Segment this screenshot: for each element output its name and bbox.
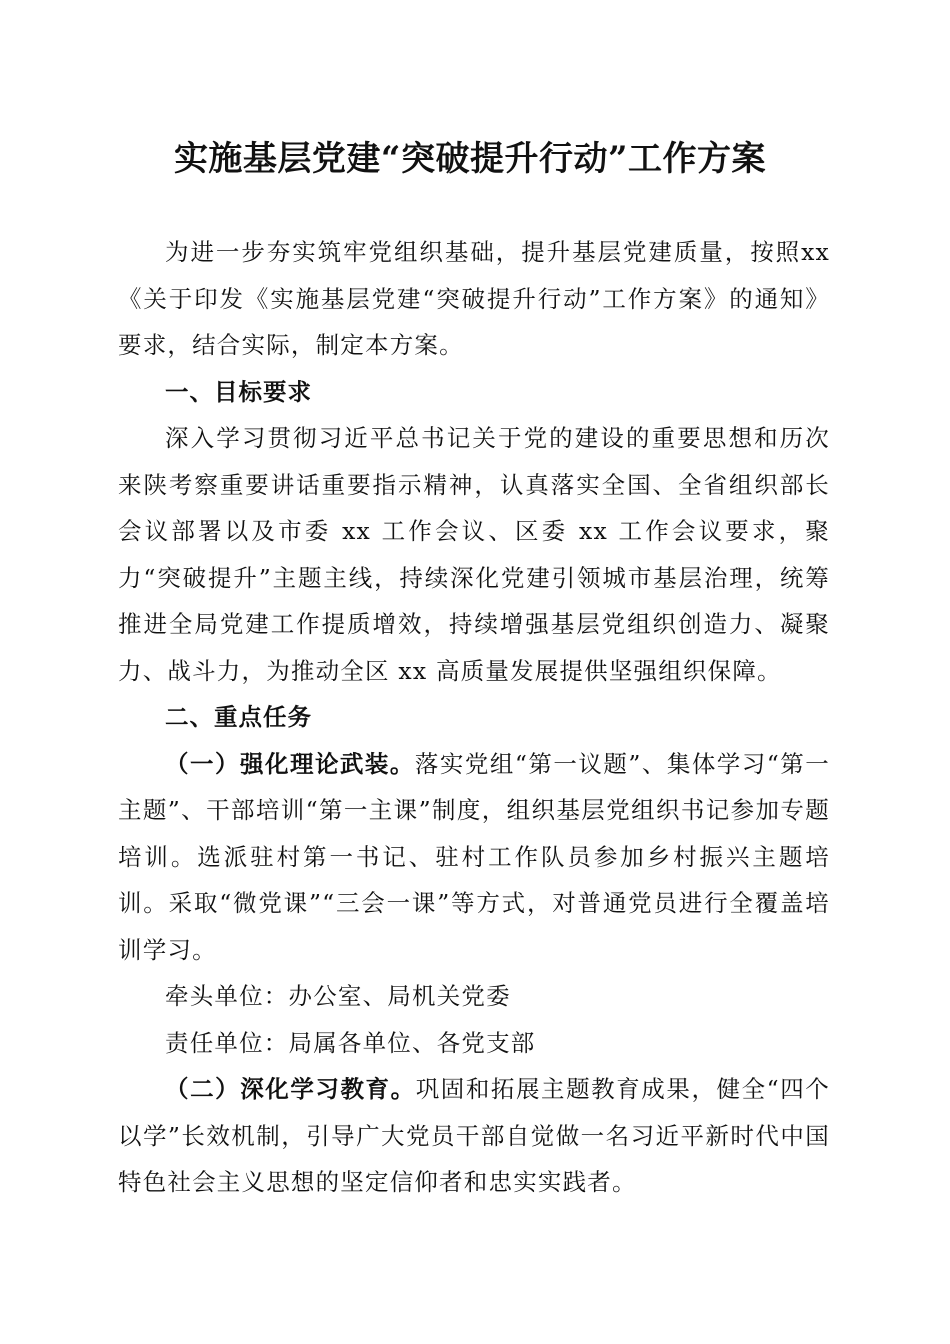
task-2-text: 巩固和拓展主题教育成果，健全“四个以学”长效机制，引导广大党员干部自觉做一名习近平新时代中国特色社会主义思想的坚定信仰者和忠实实践者。 <box>118 1075 830 1196</box>
task-1-responsible-unit: 责任单位：局属各单位、各党支部 <box>165 1028 536 1057</box>
intro-paragraph: 为进一步夯实筑牢党组织基础，提升基层党建质量，按照xx《关于印发《实施基层党建“突破提升行动”工作方案》的通知》要求，结合实际，制定本方案。 <box>118 238 830 359</box>
task-2-lead: （二）深化学习教育。 <box>165 1075 416 1103</box>
goals-paragraph: 深入学习贯彻习近平总书记关于党的建设的重要思想和历次来陕考察重要讲话重要指示精神，认真落实全国、全省组织部长会议部署以及市委 xx 工作会议、区委 xx 工作会议要求，聚力“突破提升”主题主线，持续深化党建引领城市基层治理，统筹推进全局党建工作提质增效，持续增强基层党组织创造力、凝聚力、战斗力，为推动全区 xx 高质量发展提供坚强组织保障。 <box>118 424 830 685</box>
section-heading-tasks: 二、重点任务 <box>165 703 312 731</box>
section-heading-goals: 一、目标要求 <box>165 377 312 406</box>
task-2-paragraph <box>118 1066 830 1206</box>
document-body <box>118 229 830 1206</box>
task-1-lead: （一）强化理论武装。 <box>165 749 415 778</box>
task-1-paragraph <box>118 741 830 974</box>
task-1-lead-unit: 牵头单位：办公室、局机关党委 <box>165 982 511 1010</box>
task-1-text: 落实党组“第一议题”、集体学习“第一主题”、干部培训“第一主课”制度，组织基层党组织书记参加专题培训。选派驻村第一书记、驻村工作队员参加乡村振兴主题培训。采取“微党课”“三会一课”等方式，对普通党员进行全覆盖培训学习。 <box>118 749 830 964</box>
document-title: 实施基层党建“突破提升行动”工作方案 <box>173 139 767 179</box>
